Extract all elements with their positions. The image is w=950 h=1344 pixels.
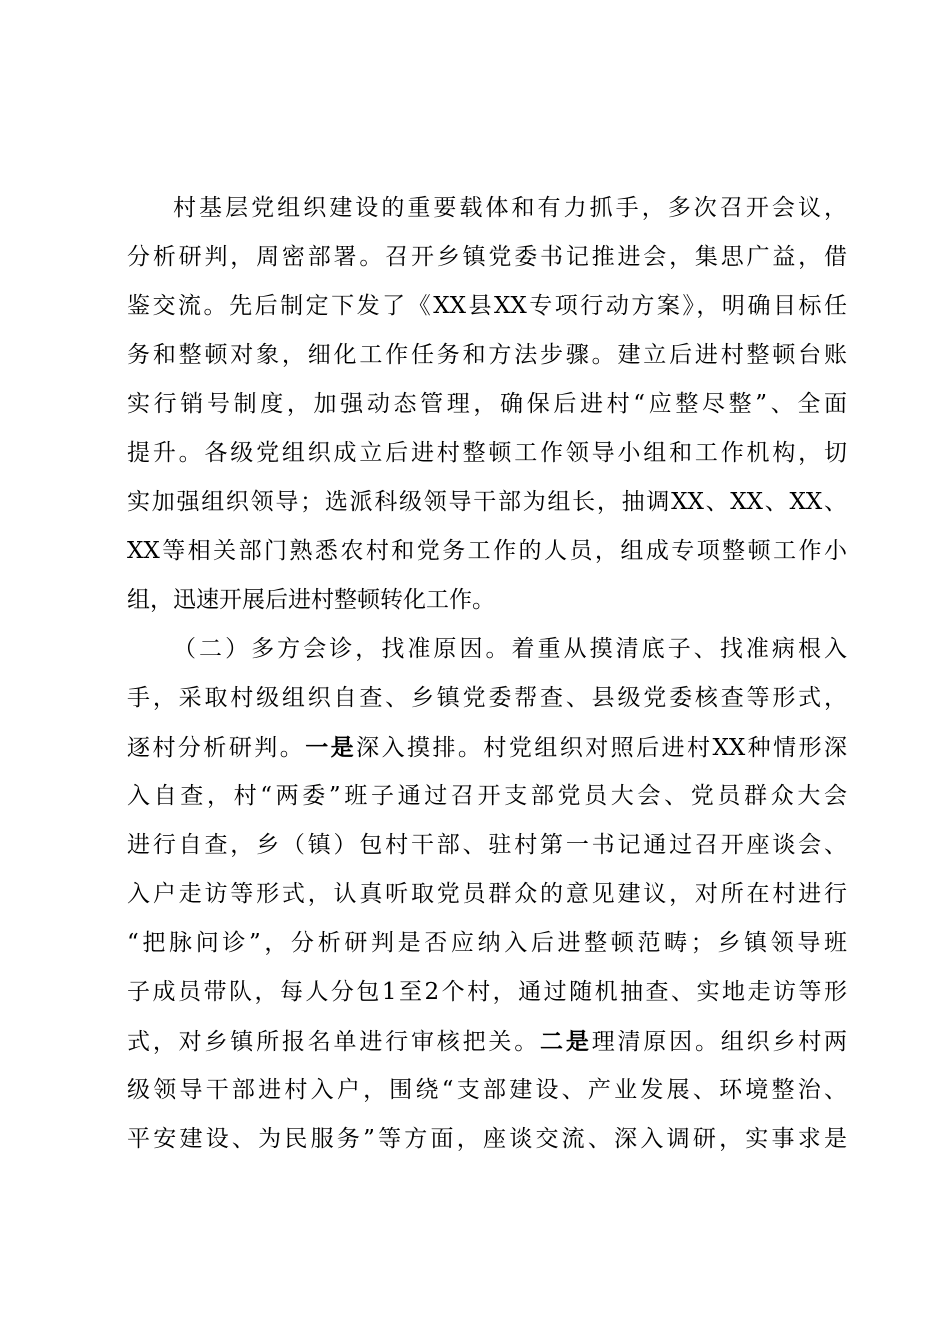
paragraph-2-line-2: 手，采取村级组织自查、乡镇党委帮查、县级党委核查等形式， bbox=[127, 685, 847, 711]
paragraph-1-line-9: 组，迅速开展后进村整顿转化工作。 bbox=[127, 587, 495, 613]
paragraph-1-line-6: 提升。各级党组织成立后进村整顿工作领导小组和工作机构，切 bbox=[127, 440, 847, 466]
paragraph-1-line-5: 实行销号制度，加强动态管理，确保后进村“应整尽整”、全面 bbox=[127, 391, 847, 417]
paragraph-2-line-10: 级领导干部进村入户，围绕“支部建设、产业发展、环境整治、 bbox=[127, 1077, 847, 1103]
paragraph-2-line-11: 平安建设、为民服务”等方面，座谈交流、深入调研，实事求是 bbox=[127, 1126, 847, 1152]
document-body bbox=[127, 184, 847, 1164]
paragraph-2-line-7: “把脉问诊”，分析研判是否应纳入后进整顿范畴；乡镇领导班 bbox=[127, 930, 847, 956]
paragraph-2-line-5: 进行自查，乡（镇）包村干部、驻村第一书记通过召开座谈会、 bbox=[127, 832, 847, 858]
paragraph-2-line-3 bbox=[127, 723, 847, 772]
paragraph-1-line-7: 实加强组织领导；选派科级领导干部为组长，抽调XX、XX、XX、 bbox=[127, 489, 847, 515]
paragraph-2-line-8: 子成员带队，每人分包1至2个村，通过随机抽查、实地走访等形 bbox=[127, 979, 847, 1005]
line-9-post: 理清原因。组织乡村两 bbox=[591, 1029, 848, 1055]
paragraph-2-line-9 bbox=[127, 1017, 847, 1066]
line-9-pre: 式，对乡镇所报名单进行审核把关。 bbox=[127, 1029, 541, 1055]
paragraph-1-line-8: XX等相关部门熟悉农村和党务工作的人员，组成专项整顿工作小 bbox=[127, 538, 847, 564]
paragraph-2-line-1: （二）多方会诊，找准原因。着重从摸清底子、找准病根入 bbox=[173, 636, 847, 662]
paragraph-2-line-4: 入自查，村“两委”班子通过召开支部党员大会、党员群众大会 bbox=[127, 783, 847, 809]
first-point-marker: 一是 bbox=[305, 734, 357, 761]
paragraph-1-line-1: 村基层党组织建设的重要载体和有力抓手，多次召开会议， bbox=[173, 195, 847, 221]
second-point-marker: 二是 bbox=[540, 1028, 592, 1055]
paragraph-1-line-4: 务和整顿对象，细化工作任务和方法步骤。建立后进村整顿台账 bbox=[127, 342, 847, 368]
paragraph-1-line-2: 分析研判，周密部署。召开乡镇党委书记推进会，集思广益，借 bbox=[127, 244, 847, 270]
paragraph-1-line-3: 鉴交流。先后制定下发了《XX县XX专项行动方案》，明确目标任 bbox=[127, 293, 847, 319]
paragraph-2-line-6: 入户走访等形式，认真听取党员群众的意见建议，对所在村进行 bbox=[127, 881, 847, 907]
line-3-pre: 逐村分析研判。 bbox=[127, 735, 306, 761]
line-3-post: 深入摸排。村党组织对照后进村XX种情形深 bbox=[356, 735, 848, 761]
